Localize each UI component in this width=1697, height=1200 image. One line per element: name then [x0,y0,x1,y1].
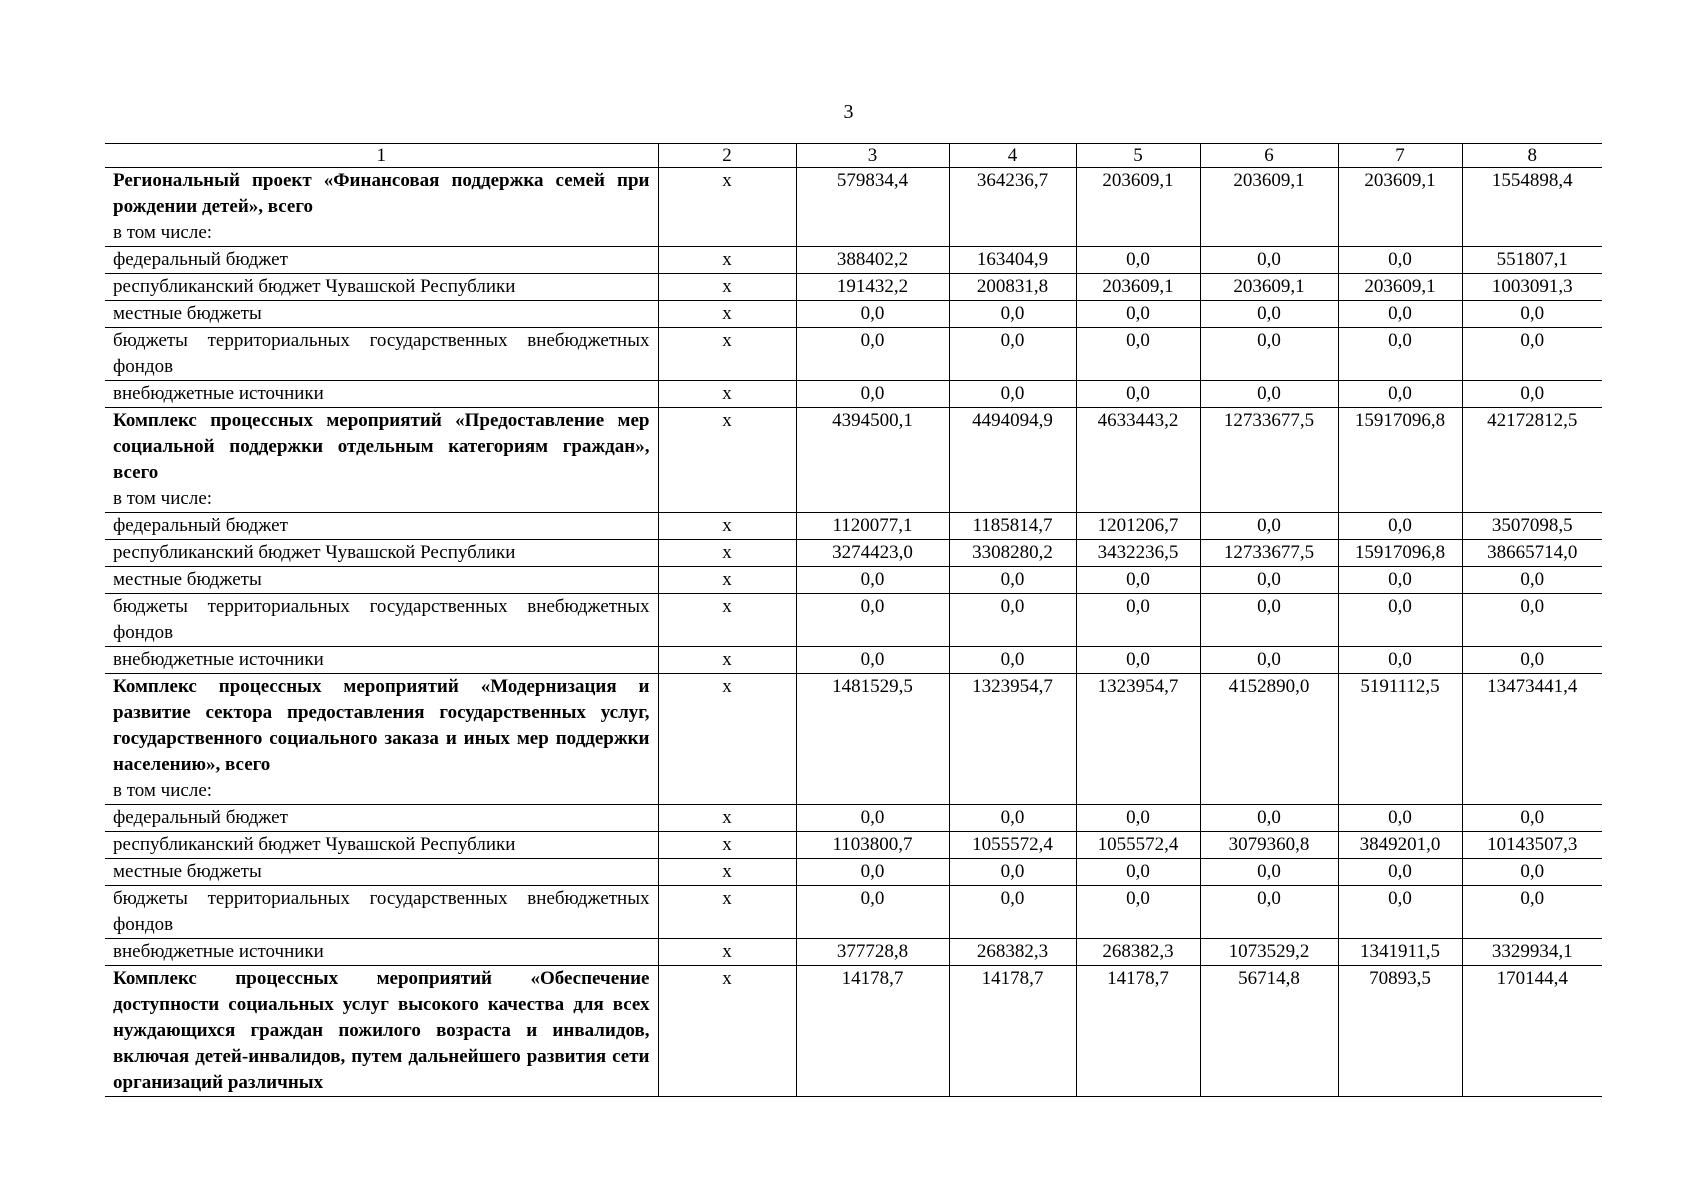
subtitle-including: в том числе: [113,488,213,509]
value-cell: 1055572,4 [1076,832,1200,859]
value-cell: 0,0 [796,886,949,939]
value-cell: 0,0 [1200,805,1338,832]
value-cell: 0,0 [796,328,949,381]
row-name-cell [105,567,658,594]
value-cell: 0,0 [1462,301,1602,328]
column-number: 8 [1462,144,1602,168]
value-cell: 70893,5 [1338,966,1462,1097]
row-name-cell [105,168,658,247]
value-cell: 0,0 [1338,567,1462,594]
section-title: Комплекс процессных мероприятий «Обеспечение доступности социальных услуг высокого качества для всех нуждающихся граждан пожилого возраста и инвалидов, включая детей-инвалидов, путем дальнейшего развития сети организаций различных [113,968,650,1093]
col2-cell: х [658,886,796,939]
value-cell: 0,0 [1076,381,1200,408]
row-name-cell [105,859,658,886]
value-cell: 0,0 [949,594,1076,647]
value-cell: 203609,1 [1338,168,1462,247]
value-cell: 3079360,8 [1200,832,1338,859]
value-cell: 0,0 [1338,513,1462,540]
value-cell: 268382,3 [949,939,1076,966]
table-row [105,301,1602,328]
row-name-cell [105,886,658,939]
value-cell: 1323954,7 [949,674,1076,805]
value-cell: 3274423,0 [796,540,949,567]
value-cell: 14178,7 [1076,966,1200,1097]
section-title: Комплекс процессных мероприятий «Модернизация и развитие сектора предоставления государственных услуг, государственного социального заказа и иных мер поддержки населению», всего [113,676,650,775]
value-cell: 0,0 [1076,647,1200,674]
col2-cell: х [658,567,796,594]
page-number: 3 [843,101,854,123]
value-cell: 0,0 [796,594,949,647]
value-cell: 1120077,1 [796,513,949,540]
value-cell: 0,0 [1338,301,1462,328]
row-name-cell [105,966,658,1097]
table-row [105,381,1602,408]
value-cell: 14178,7 [796,966,949,1097]
value-cell: 0,0 [1076,328,1200,381]
value-cell: 0,0 [1200,567,1338,594]
col2-cell: х [658,647,796,674]
value-cell: 0,0 [1462,594,1602,647]
col2-cell: х [658,939,796,966]
table-row [105,274,1602,301]
value-cell: 364236,7 [949,168,1076,247]
value-cell: 203609,1 [1200,168,1338,247]
value-cell: 0,0 [1462,567,1602,594]
section-row [105,408,1602,513]
col2-cell: х [658,513,796,540]
row-name-cell [105,274,658,301]
value-cell: 191432,2 [796,274,949,301]
value-cell: 1055572,4 [949,832,1076,859]
row-name-cell [105,381,658,408]
col2-cell: х [658,168,796,247]
value-cell: 0,0 [796,859,949,886]
value-cell: 163404,9 [949,247,1076,274]
value-cell: 0,0 [1200,859,1338,886]
value-cell: 0,0 [1462,381,1602,408]
value-cell: 0,0 [1462,886,1602,939]
row-label: республиканский бюджет Чувашской Республики [113,542,516,563]
section-row [105,168,1602,247]
subtitle-including: в том числе: [113,222,213,243]
value-cell: 12733677,5 [1200,540,1338,567]
table-row [105,567,1602,594]
value-cell: 3507098,5 [1462,513,1602,540]
row-label: федеральный бюджет [113,249,288,270]
col2-cell: х [658,832,796,859]
col2-cell: х [658,540,796,567]
value-cell: 200831,8 [949,274,1076,301]
row-label: бюджеты территориальных государственных внебюджетных фондов [113,596,650,643]
value-cell: 0,0 [796,567,949,594]
value-cell: 1003091,3 [1462,274,1602,301]
col2-cell: х [658,328,796,381]
subtitle-including: в том числе: [113,780,213,801]
value-cell: 14178,7 [949,966,1076,1097]
value-cell: 3329934,1 [1462,939,1602,966]
value-cell: 0,0 [796,805,949,832]
row-label: федеральный бюджет [113,515,288,536]
value-cell: 0,0 [1200,247,1338,274]
value-cell: 0,0 [1200,381,1338,408]
value-cell: 5191112,5 [1338,674,1462,805]
value-cell: 0,0 [1076,805,1200,832]
value-cell: 10143507,3 [1462,832,1602,859]
row-label: республиканский бюджет Чувашской Республики [113,276,516,297]
row-label: внебюджетные источники [113,383,324,404]
value-cell: 0,0 [1338,805,1462,832]
value-cell: 15917096,8 [1338,408,1462,513]
section-title: Региональный проект «Финансовая поддержка семей при рождении детей», всего [113,170,650,217]
value-cell: 0,0 [949,328,1076,381]
value-cell: 1323954,7 [1076,674,1200,805]
value-cell: 15917096,8 [1338,540,1462,567]
value-cell: 1185814,7 [949,513,1076,540]
value-cell: 0,0 [1200,301,1338,328]
value-cell: 42172812,5 [1462,408,1602,513]
value-cell: 0,0 [1076,567,1200,594]
value-cell: 3849201,0 [1338,832,1462,859]
budget-table [105,143,1602,1097]
col2-cell: х [658,381,796,408]
col2-cell: х [658,805,796,832]
row-name-cell [105,939,658,966]
column-number: 7 [1338,144,1462,168]
row-label: республиканский бюджет Чувашской Республики [113,834,516,855]
value-cell: 13473441,4 [1462,674,1602,805]
value-cell: 0,0 [1338,247,1462,274]
value-cell: 0,0 [1338,381,1462,408]
row-label: внебюджетные источники [113,941,324,962]
row-name-cell [105,647,658,674]
row-name-cell [105,328,658,381]
value-cell: 0,0 [1462,647,1602,674]
col2-cell: х [658,674,796,805]
col2-cell: х [658,594,796,647]
value-cell: 0,0 [1076,301,1200,328]
value-cell: 0,0 [796,647,949,674]
value-cell: 0,0 [949,301,1076,328]
table-row [105,859,1602,886]
row-name-cell [105,674,658,805]
table-row [105,832,1602,859]
col2-cell: х [658,408,796,513]
row-label: бюджеты территориальных государственных внебюджетных фондов [113,330,650,377]
section-row [105,674,1602,805]
value-cell: 0,0 [1338,859,1462,886]
table-row [105,647,1602,674]
value-cell: 0,0 [1200,594,1338,647]
value-cell: 1481529,5 [796,674,949,805]
value-cell: 0,0 [1462,859,1602,886]
row-label: федеральный бюджет [113,807,288,828]
column-number: 6 [1200,144,1338,168]
value-cell: 0,0 [1200,647,1338,674]
value-cell: 0,0 [949,805,1076,832]
value-cell: 12733677,5 [1200,408,1338,513]
column-number: 4 [949,144,1076,168]
value-cell: 0,0 [949,567,1076,594]
value-cell: 0,0 [1076,247,1200,274]
value-cell: 0,0 [949,381,1076,408]
column-number: 1 [105,144,658,168]
table-row [105,805,1602,832]
value-cell: 170144,4 [1462,966,1602,1097]
value-cell: 3432236,5 [1076,540,1200,567]
table-row [105,886,1602,939]
col2-cell: х [658,966,796,1097]
value-cell: 1554898,4 [1462,168,1602,247]
value-cell: 0,0 [1076,594,1200,647]
column-number-row [105,144,1602,168]
value-cell: 1103800,7 [796,832,949,859]
value-cell: 0,0 [796,301,949,328]
value-cell: 203609,1 [1076,274,1200,301]
value-cell: 1201206,7 [1076,513,1200,540]
row-label: бюджеты территориальных государственных внебюджетных фондов [113,888,650,935]
row-name-cell [105,301,658,328]
row-name-cell [105,594,658,647]
row-name-cell [105,513,658,540]
value-cell: 0,0 [1338,328,1462,381]
value-cell: 0,0 [1338,886,1462,939]
row-name-cell [105,408,658,513]
value-cell: 0,0 [1338,647,1462,674]
table-body [105,144,1602,1097]
section-title: Комплекс процессных мероприятий «Предоставление мер социальной поддержки отдельным категориям граждан», всего [113,410,650,483]
value-cell: 203609,1 [1076,168,1200,247]
value-cell: 0,0 [949,859,1076,886]
value-cell: 0,0 [949,647,1076,674]
row-name-cell [105,247,658,274]
value-cell: 0,0 [1200,513,1338,540]
value-cell: 4394500,1 [796,408,949,513]
table-row [105,540,1602,567]
value-cell: 0,0 [1200,886,1338,939]
value-cell: 0,0 [1462,328,1602,381]
row-label: местные бюджеты [113,861,262,882]
col2-cell: х [658,247,796,274]
value-cell: 3308280,2 [949,540,1076,567]
value-cell: 268382,3 [1076,939,1200,966]
value-cell: 0,0 [1076,886,1200,939]
row-label: местные бюджеты [113,569,262,590]
value-cell: 203609,1 [1200,274,1338,301]
section-row [105,966,1602,1097]
value-cell: 551807,1 [1462,247,1602,274]
col2-cell: х [658,859,796,886]
col2-cell: х [658,301,796,328]
column-number: 5 [1076,144,1200,168]
row-name-cell [105,832,658,859]
col2-cell: х [658,274,796,301]
value-cell: 4494094,9 [949,408,1076,513]
table-row [105,328,1602,381]
value-cell: 1073529,2 [1200,939,1338,966]
value-cell: 4633443,2 [1076,408,1200,513]
value-cell: 4152890,0 [1200,674,1338,805]
value-cell: 579834,4 [796,168,949,247]
value-cell: 203609,1 [1338,274,1462,301]
value-cell: 0,0 [1076,859,1200,886]
column-number: 2 [658,144,796,168]
table-row [105,513,1602,540]
value-cell: 1341911,5 [1338,939,1462,966]
table-row [105,594,1602,647]
value-cell: 56714,8 [1200,966,1338,1097]
value-cell: 0,0 [949,886,1076,939]
value-cell: 0,0 [796,381,949,408]
value-cell: 38665714,0 [1462,540,1602,567]
value-cell: 388402,2 [796,247,949,274]
value-cell: 0,0 [1462,805,1602,832]
value-cell: 0,0 [1338,594,1462,647]
value-cell: 0,0 [1200,328,1338,381]
value-cell: 377728,8 [796,939,949,966]
row-label: внебюджетные источники [113,649,324,670]
row-label: местные бюджеты [113,303,262,324]
table-row [105,939,1602,966]
column-number: 3 [796,144,949,168]
table-row [105,247,1602,274]
row-name-cell [105,540,658,567]
row-name-cell [105,805,658,832]
